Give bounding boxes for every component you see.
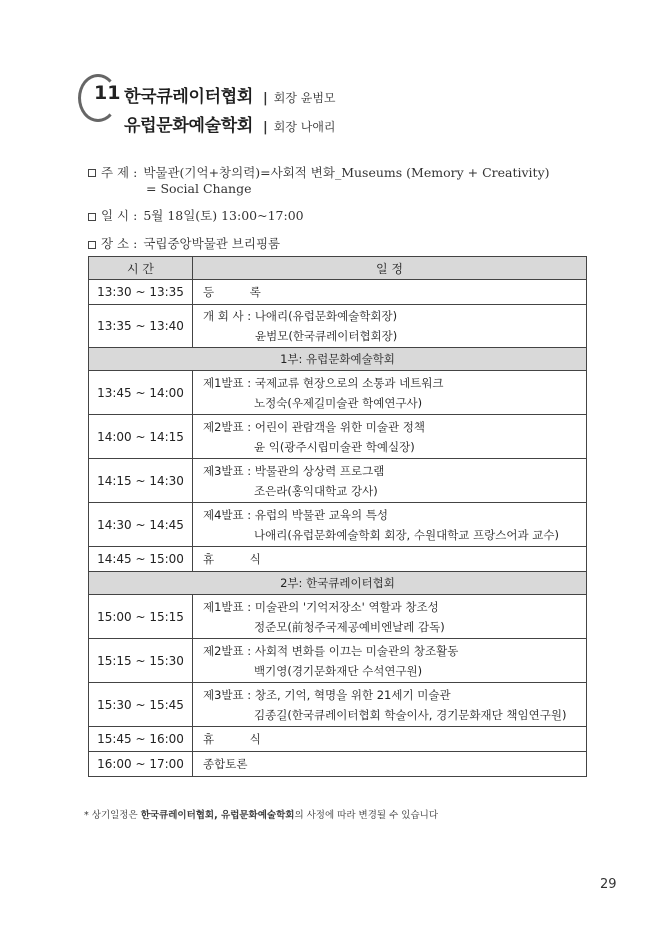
program-cell (193, 595, 587, 639)
program-line: 제3발표 : 박물관의 상상력 프로그램 (203, 463, 385, 478)
org-president: 회장 나애리 (273, 120, 336, 134)
time-cell: 14:15 ~ 14:30 (89, 459, 193, 503)
time-cell: 14:00 ~ 14:15 (89, 415, 193, 459)
org-name: 유럽문화예술학회 (124, 116, 253, 136)
table-header-row (89, 257, 587, 280)
header-program: 일 정 (193, 257, 587, 280)
table-row (89, 503, 587, 547)
program-cell (193, 280, 587, 305)
org-name: 한국큐레이터협회 (124, 87, 253, 107)
program-speaker: 백기영(경기문화재단 수석연구원) (254, 663, 423, 678)
section-row (89, 348, 587, 371)
time-cell: 13:35 ~ 13:40 (89, 305, 193, 348)
time-cell: 15:30 ~ 15:45 (89, 683, 193, 727)
table-row (89, 305, 587, 348)
program-text: 등 록 (203, 285, 277, 299)
footnote-orgs: 한국큐레이터협회, 유럽문화예술학회 (140, 810, 295, 821)
separator: | (262, 120, 268, 135)
table-row (89, 639, 587, 683)
section-title: 2부: 한국큐레이터협회 (89, 572, 587, 595)
program-cell (193, 459, 587, 503)
section-title: 1부: 유럽문화예술학회 (89, 348, 587, 371)
table-row (89, 683, 587, 727)
program-text: 휴 식 (203, 732, 277, 746)
program-cell (193, 547, 587, 572)
program-cell (193, 683, 587, 727)
time-cell: 15:15 ~ 15:30 (89, 639, 193, 683)
schedule-table (88, 256, 587, 777)
program-text: 종합토론 (203, 757, 248, 771)
session-number: 11 (94, 82, 121, 104)
page-number: 29 (600, 877, 617, 892)
separator: | (262, 91, 268, 106)
program-line: 제2발표 : 어린이 관람객을 위한 미술관 정책 (203, 419, 425, 434)
time-cell: 14:45 ~ 15:00 (89, 547, 193, 572)
org-president: 회장 윤범모 (273, 91, 336, 105)
time-cell: 13:45 ~ 14:00 (89, 371, 193, 415)
program-speaker: 윤범모(한국큐레이터협회장) (255, 329, 398, 343)
date-text: 5월 18일(토) 13:00~17:00 (143, 208, 304, 223)
time-cell: 14:30 ~ 14:45 (89, 503, 193, 547)
program-cell (193, 503, 587, 547)
program-cell (193, 727, 587, 752)
program-cell (193, 639, 587, 683)
time-cell: 15:00 ~ 15:15 (89, 595, 193, 639)
bullet-square-icon (88, 241, 96, 249)
footnote (84, 807, 438, 821)
program-line: 제4발표 : 유럽의 박물관 교육의 특성 (203, 507, 388, 522)
date-label: 일 시 : (101, 208, 138, 223)
table-row (89, 415, 587, 459)
table-row (89, 752, 587, 777)
table-row (89, 595, 587, 639)
org-line-2 (124, 111, 336, 136)
session-info (88, 163, 550, 255)
program-speaker: 정준모(前청주국제공예비엔날레 감독) (254, 619, 445, 634)
program-speaker: 윤 익(광주시립미술관 학예실장) (254, 439, 415, 454)
program-speaker: 나애리(유럽문화예술학회 회장, 수원대학교 프랑스어과 교수) (254, 527, 559, 542)
table-row (89, 727, 587, 752)
theme-text-line1: 박물관(기억+창의력)=사회적 변화_Museums (Memory + Creativity) (143, 165, 550, 180)
footnote-prefix: * 상기일정은 (84, 810, 141, 821)
theme-row (88, 163, 550, 205)
theme-text-line2: = Social Change (146, 181, 252, 196)
program-cell (193, 305, 587, 348)
table-row (89, 371, 587, 415)
program-cell (193, 752, 587, 777)
time-cell: 16:00 ~ 17:00 (89, 752, 193, 777)
program-line: 제1발표 : 미술관의 '기억저장소' 역할과 창조성 (203, 599, 439, 614)
program-speaker: 김종길(한국큐레이터협회 학술이사, 경기문화재단 책임연구원) (254, 707, 567, 722)
program-line: 제3발표 : 창조, 기억, 혁명을 위한 21세기 미술관 (203, 687, 451, 702)
bullet-square-icon (88, 169, 96, 177)
section-row (89, 572, 587, 595)
time-cell: 13:30 ~ 13:35 (89, 280, 193, 305)
place-row (88, 233, 550, 255)
program-text: 휴 식 (203, 552, 277, 566)
header-time: 시 간 (89, 257, 193, 280)
footnote-suffix: 의 사정에 따라 변경될 수 있습니다 (294, 810, 439, 821)
bullet-square-icon (88, 213, 96, 221)
place-label: 장 소 : (101, 236, 138, 251)
table-row (89, 459, 587, 503)
program-cell (193, 371, 587, 415)
table-row (89, 547, 587, 572)
program-speaker: 노정숙(우제길미술관 학예연구사) (254, 395, 423, 410)
place-text: 국립중앙박물관 브리핑룸 (143, 236, 281, 251)
program-line: 제1발표 : 국제교류 현장으로의 소통과 네트워크 (203, 375, 444, 390)
program-line: 제2발표 : 사회적 변화를 이끄는 미술관의 창조활동 (203, 643, 459, 658)
program-speaker: 조은라(홍익대학교 강사) (254, 483, 378, 498)
program-line: 개 회 사 : 나애리(유럽문화예술학회장) (203, 309, 398, 323)
program-cell (193, 415, 587, 459)
time-cell: 15:45 ~ 16:00 (89, 727, 193, 752)
table-row (89, 280, 587, 305)
theme-label: 주 제 : (101, 165, 138, 180)
date-row (88, 205, 550, 227)
org-line-1 (124, 82, 336, 107)
